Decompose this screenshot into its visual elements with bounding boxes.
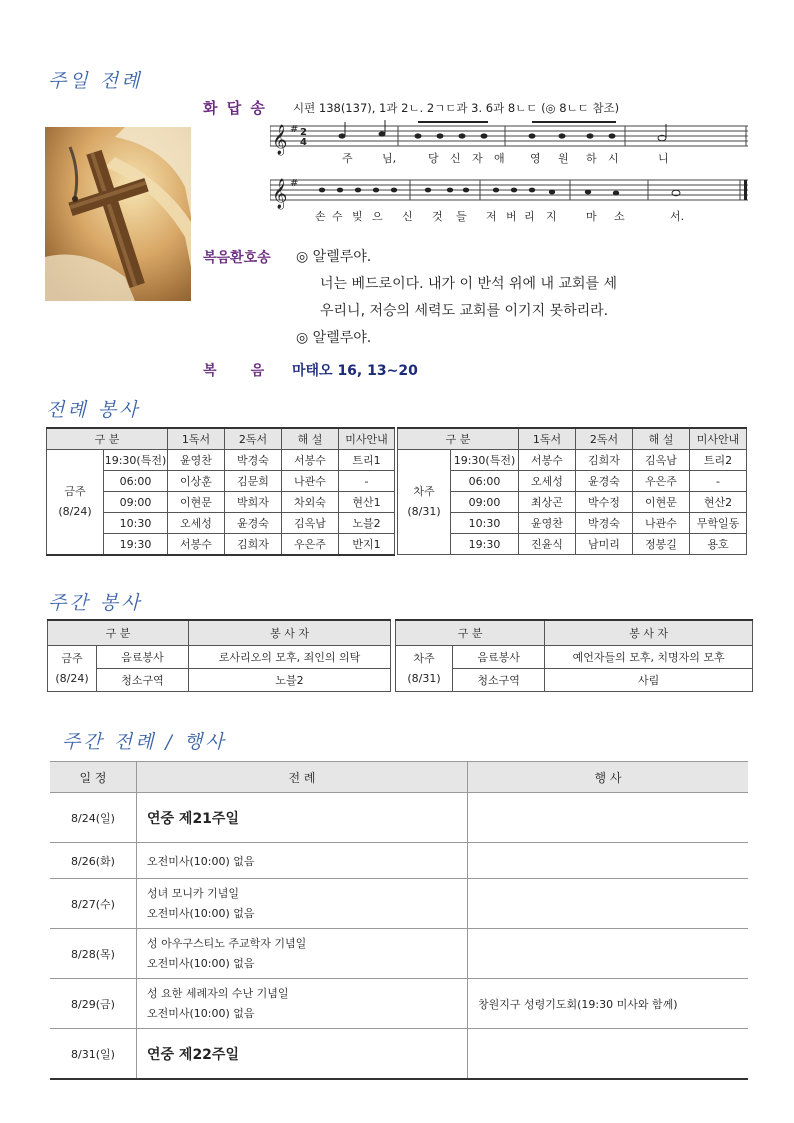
service-type-cell: 음료봉사 bbox=[453, 646, 545, 669]
commentator-cell: 나관수 bbox=[282, 471, 339, 492]
gospel-reference: 마태오 16, 13∼20 bbox=[292, 363, 418, 379]
svg-text:4: 4 bbox=[300, 137, 307, 148]
reader1-cell: 진윤식 bbox=[519, 534, 576, 555]
time-cell: 10:30 bbox=[104, 513, 168, 534]
svg-text:#: # bbox=[290, 124, 299, 135]
lyric-syllable: 소 bbox=[614, 210, 625, 223]
table-row bbox=[50, 979, 748, 1029]
lyric-syllable: 자 bbox=[472, 152, 483, 165]
reader2-cell: 박경숙 bbox=[225, 450, 282, 471]
lyric-syllable: 것 bbox=[432, 210, 443, 223]
week-date: (8/24) bbox=[58, 505, 92, 518]
commentator-cell: 김옥남 bbox=[282, 513, 339, 534]
date-cell: 8/28(목) bbox=[50, 929, 137, 979]
week-date: (8/24) bbox=[55, 671, 89, 685]
date-cell: 8/29(금) bbox=[50, 979, 137, 1029]
usher-cell: 노블2 bbox=[339, 513, 395, 534]
usher-cell: - bbox=[690, 471, 747, 492]
col-header: 미사안내 bbox=[339, 428, 395, 450]
col-header: 봉 사 자 bbox=[545, 620, 753, 646]
lyric-syllable: 지 bbox=[546, 210, 557, 223]
liturgy-service-table-this-week bbox=[46, 427, 395, 556]
commentator-cell: 나관수 bbox=[633, 513, 690, 534]
table-row bbox=[50, 879, 748, 929]
reader1-cell: 오세성 bbox=[168, 513, 225, 534]
time-cell: 19:30 bbox=[104, 534, 168, 556]
lyric-syllable: 원 bbox=[558, 152, 569, 165]
lyric-syllable: 리 bbox=[524, 210, 535, 223]
lyric-syllable: 서. bbox=[670, 210, 685, 223]
col-header: 1독서 bbox=[519, 428, 576, 450]
liturgy-cell bbox=[137, 929, 468, 979]
event-cell bbox=[468, 1029, 749, 1080]
usher-cell: - bbox=[339, 471, 395, 492]
svg-text:𝄞: 𝄞 bbox=[272, 125, 288, 155]
lyric-syllable: 주 bbox=[342, 152, 353, 165]
col-header: 2독서 bbox=[576, 428, 633, 450]
psalm-reference: 시편 138(137), 1과 2ㄴ. 2ㄱㄷ과 3. 6과 8ㄴㄷ (◎ 8ㄴㄷ 참조) bbox=[293, 101, 620, 115]
commentator-cell: 우은주 bbox=[282, 534, 339, 556]
lyric-syllable: 손 bbox=[315, 210, 326, 223]
liturgy-line: 오전미사(10:00) 없음 bbox=[147, 854, 255, 868]
event-cell: 창원지구 성령기도회(19:30 미사와 함께) bbox=[468, 979, 749, 1029]
table-row bbox=[50, 1029, 748, 1080]
week-date: (8/31) bbox=[407, 505, 441, 518]
svg-text:2: 2 bbox=[300, 127, 307, 138]
section-title-weekly-service: 주간 봉사 bbox=[48, 592, 143, 614]
week-label: 금주 bbox=[64, 485, 86, 498]
section-title-sunday-liturgy: 주일 전례 bbox=[48, 70, 143, 92]
time-cell: 19:30(특전) bbox=[451, 450, 519, 471]
service-type-cell: 청소구역 bbox=[97, 669, 189, 692]
reader1-cell: 이상훈 bbox=[168, 471, 225, 492]
reader2-cell: 박수정 bbox=[576, 492, 633, 513]
date-cell: 8/31(일) bbox=[50, 1029, 137, 1080]
liturgy-service-table-next-week bbox=[397, 427, 747, 555]
reader1-cell: 서봉수 bbox=[168, 534, 225, 556]
psalm-label: 화 답 송 bbox=[203, 99, 267, 117]
time-cell: 06:00 bbox=[451, 471, 519, 492]
liturgy-line: 성 아우구스티노 주교학자 기념일 bbox=[147, 936, 307, 950]
liturgy-line: 연중 제22주일 bbox=[147, 1046, 239, 1063]
col-header: 구 분 bbox=[396, 620, 545, 646]
liturgy-line: 성 요한 세례자의 수난 기념일 bbox=[147, 986, 289, 1000]
gospel-acclamation-text bbox=[296, 244, 617, 352]
week-label-cell bbox=[48, 646, 97, 692]
date-cell: 8/24(일) bbox=[50, 793, 137, 843]
server-cell: 예언자들의 모후, 치명자의 모후 bbox=[545, 646, 753, 669]
weekly-liturgy-events-table bbox=[50, 761, 748, 1080]
commentator-cell: 우은주 bbox=[633, 471, 690, 492]
commentator-cell: 정봉길 bbox=[633, 534, 690, 555]
col-header: 구 분 bbox=[398, 428, 519, 450]
liturgy-cell bbox=[137, 1029, 468, 1080]
acclamation-line: 너는 베드로이다. 내가 이 반석 위에 내 교회를 세 bbox=[320, 276, 618, 292]
svg-text:#: # bbox=[290, 178, 299, 189]
lyric-syllable: 들 bbox=[456, 210, 467, 223]
col-header: 해 설 bbox=[633, 428, 690, 450]
col-header: 미사안내 bbox=[690, 428, 747, 450]
liturgy-cell bbox=[137, 843, 468, 879]
reader2-cell: 윤경숙 bbox=[576, 471, 633, 492]
col-header: 1독서 bbox=[168, 428, 225, 450]
gospel-label: 복 음 bbox=[203, 363, 265, 379]
date-cell: 8/26(화) bbox=[50, 843, 137, 879]
reader2-cell: 김희자 bbox=[576, 450, 633, 471]
reader2-cell: 김희자 bbox=[225, 534, 282, 556]
music-staff-2 bbox=[270, 172, 750, 212]
lyric-syllable: 신 bbox=[450, 152, 461, 165]
lyric-syllable: 버 bbox=[506, 210, 517, 223]
lyric-syllable: 시 bbox=[608, 152, 619, 165]
reader2-cell: 박경숙 bbox=[576, 513, 633, 534]
col-header: 구 분 bbox=[48, 620, 189, 646]
usher-cell: 현산1 bbox=[339, 492, 395, 513]
liturgy-line: 오전미사(10:00) 없음 bbox=[147, 906, 255, 920]
table-row bbox=[50, 843, 748, 879]
commentator-cell: 차외숙 bbox=[282, 492, 339, 513]
lyric-syllable: 수 bbox=[332, 210, 343, 223]
reader2-cell: 남미리 bbox=[576, 534, 633, 555]
liturgy-line: 성녀 모니카 기념일 bbox=[147, 886, 240, 900]
time-cell: 09:00 bbox=[104, 492, 168, 513]
server-cell: 노블2 bbox=[189, 669, 391, 692]
usher-cell: 반지1 bbox=[339, 534, 395, 556]
server-cell: 사림 bbox=[545, 669, 753, 692]
event-cell bbox=[468, 929, 749, 979]
lyric-syllable: 영 bbox=[530, 152, 541, 165]
gospel-acclamation-label: 복음환호송 bbox=[203, 250, 271, 266]
svg-text:𝄞: 𝄞 bbox=[272, 179, 288, 209]
time-cell: 19:30(특전) bbox=[104, 450, 168, 471]
service-type-cell: 청소구역 bbox=[453, 669, 545, 692]
section-title-liturgy-service: 전례 봉사 bbox=[46, 399, 141, 421]
weekly-service-table-this-week bbox=[47, 619, 391, 692]
reader2-cell: 김문희 bbox=[225, 471, 282, 492]
lyric-syllable: 신 bbox=[402, 210, 413, 223]
acclamation-line: 우리니, 저승의 세력도 교회를 이기지 못하리라. bbox=[320, 303, 609, 319]
event-cell bbox=[468, 793, 749, 843]
usher-cell: 용호 bbox=[690, 534, 747, 555]
server-cell: 로사리오의 모후, 죄인의 의탁 bbox=[189, 646, 391, 669]
liturgy-cell bbox=[137, 879, 468, 929]
col-header: 봉 사 자 bbox=[189, 620, 391, 646]
lyric-syllable: 빚 bbox=[352, 210, 363, 223]
time-cell: 10:30 bbox=[451, 513, 519, 534]
reader1-cell: 서봉수 bbox=[519, 450, 576, 471]
usher-cell: 현산2 bbox=[690, 492, 747, 513]
reader1-cell: 윤영찬 bbox=[519, 513, 576, 534]
week-date: (8/31) bbox=[407, 671, 441, 685]
lyric-syllable: 님, bbox=[382, 152, 397, 165]
week-label-cell bbox=[396, 646, 453, 692]
time-cell: 19:30 bbox=[451, 534, 519, 555]
week-label-cell bbox=[47, 450, 104, 556]
week-label-cell bbox=[398, 450, 451, 555]
table-row bbox=[50, 793, 748, 843]
lyric-syllable: 저 bbox=[486, 210, 497, 223]
acclamation-line: ◎ 알렐루야. bbox=[296, 249, 372, 265]
reader1-cell: 윤영찬 bbox=[168, 450, 225, 471]
usher-cell: 트리2 bbox=[690, 450, 747, 471]
liturgy-line: 연중 제21주일 bbox=[147, 810, 239, 827]
lyric-syllable: 마 bbox=[586, 210, 597, 223]
time-cell: 09:00 bbox=[451, 492, 519, 513]
liturgy-line: 오전미사(10:00) 없음 bbox=[147, 1006, 255, 1020]
col-header-date: 일 정 bbox=[50, 762, 137, 793]
week-label: 차주 bbox=[413, 485, 435, 498]
service-type-cell: 음료봉사 bbox=[97, 646, 189, 669]
lyric-syllable: 니 bbox=[658, 152, 669, 165]
lyric-syllable: 애 bbox=[494, 152, 505, 165]
commentator-cell: 김옥남 bbox=[633, 450, 690, 471]
week-label: 차주 bbox=[413, 651, 435, 665]
week-label: 금주 bbox=[61, 651, 83, 665]
commentator-cell: 이현문 bbox=[633, 492, 690, 513]
cross-image bbox=[45, 127, 191, 301]
reader1-cell: 오세성 bbox=[519, 471, 576, 492]
reader1-cell: 최상곤 bbox=[519, 492, 576, 513]
acclamation-line: ◎ 알렐루야. bbox=[296, 330, 372, 346]
col-header: 2독서 bbox=[225, 428, 282, 450]
col-header-liturgy: 전 례 bbox=[137, 762, 468, 793]
lyric-syllable: 하 bbox=[586, 152, 597, 165]
lyric-syllable: 으 bbox=[372, 210, 383, 223]
weekly-service-table-next-week bbox=[395, 619, 753, 692]
liturgy-cell bbox=[137, 793, 468, 843]
event-cell bbox=[468, 879, 749, 929]
commentator-cell: 서봉수 bbox=[282, 450, 339, 471]
reader2-cell: 윤경숙 bbox=[225, 513, 282, 534]
reader1-cell: 이현문 bbox=[168, 492, 225, 513]
section-title-weekly-liturgy-events: 주간 전례 / 행사 bbox=[62, 731, 227, 753]
reader2-cell: 박희자 bbox=[225, 492, 282, 513]
col-header-event: 행 사 bbox=[468, 762, 749, 793]
col-header: 해 설 bbox=[282, 428, 339, 450]
lyric-syllable: 당 bbox=[428, 152, 439, 165]
time-cell: 06:00 bbox=[104, 471, 168, 492]
table-row bbox=[50, 929, 748, 979]
usher-cell: 트리1 bbox=[339, 450, 395, 471]
col-header: 구 분 bbox=[47, 428, 168, 450]
usher-cell: 무학일동 bbox=[690, 513, 747, 534]
date-cell: 8/27(수) bbox=[50, 879, 137, 929]
event-cell bbox=[468, 843, 749, 879]
liturgy-line: 오전미사(10:00) 없음 bbox=[147, 956, 255, 970]
liturgy-cell bbox=[137, 979, 468, 1029]
